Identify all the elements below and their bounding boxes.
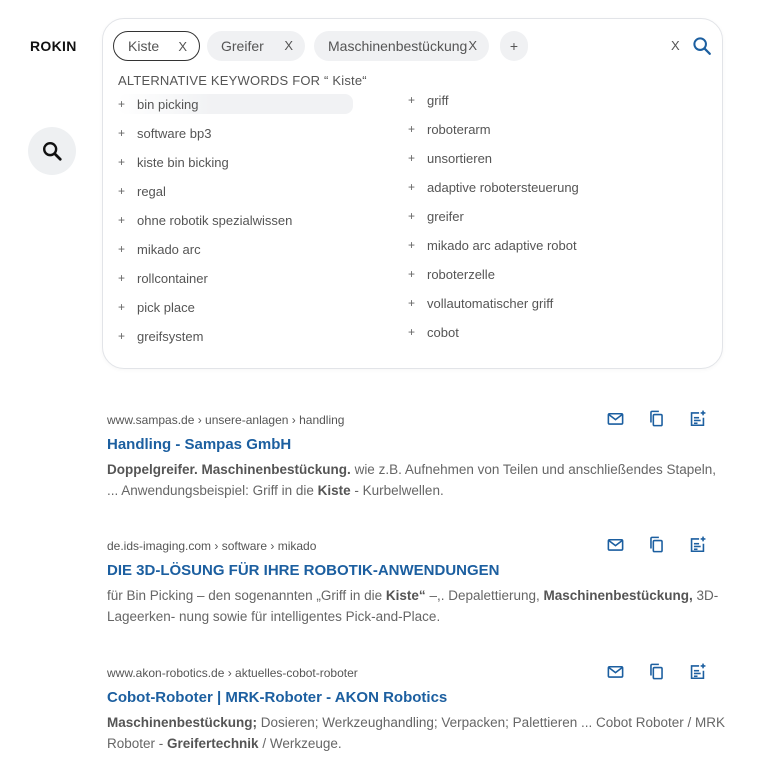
result-snippet: [107, 585, 727, 627]
plus-icon: +: [408, 325, 416, 339]
plus-icon: +: [118, 126, 126, 140]
chip-maschinenbestueckung[interactable]: [314, 31, 489, 61]
snippet-text: - Kurbelwellen.: [350, 483, 444, 498]
keyword-item[interactable]: + bin picking: [118, 94, 353, 114]
result-url[interactable]: de.ids-imaging.com › software › mikado: [107, 539, 317, 553]
chip-label: Kiste: [128, 38, 160, 54]
keyword-item[interactable]: + roboterzelle: [408, 266, 495, 282]
chip-remove-maschinenbestueckung[interactable]: X: [468, 38, 477, 53]
plus-icon: +: [118, 213, 126, 227]
brand-logo: ROKIN: [30, 38, 77, 54]
plus-icon: +: [408, 238, 416, 252]
result-title[interactable]: Handling - Sampas GmbH: [107, 436, 292, 453]
chip-remove-kiste[interactable]: X: [178, 39, 187, 54]
plus-icon: +: [118, 155, 126, 169]
plus-icon: +: [408, 267, 416, 281]
keyword-item[interactable]: + kiste bin bicking: [118, 154, 229, 170]
plus-icon: +: [408, 296, 416, 310]
keyword-item[interactable]: + software bp3: [118, 125, 212, 141]
result-actions: [606, 535, 707, 554]
add-keyword-button[interactable]: +: [500, 31, 528, 61]
plus-icon: +: [118, 242, 126, 256]
copy-icon[interactable]: [647, 662, 666, 681]
result-title[interactable]: DIE 3D-LÖSUNG FÜR IHRE ROBOTIK-ANWENDUNGEN: [107, 562, 500, 579]
snippet-highlight: Greifertechnik: [167, 736, 259, 751]
plus-icon: +: [408, 180, 416, 194]
keyword-item[interactable]: + mikado arc: [118, 241, 201, 257]
snippet-highlight: Kiste: [317, 483, 351, 498]
keyword-item[interactable]: + mikado arc adaptive robot: [408, 237, 577, 253]
search-button[interactable]: [28, 127, 76, 175]
keyword-item[interactable]: + vollautomatischer griff: [408, 295, 554, 311]
search-result: [107, 413, 727, 501]
keyword-item[interactable]: + pick place: [118, 299, 195, 315]
chip-greifer[interactable]: [207, 31, 305, 61]
snippet-text: wie z.B. Aufnehmen von Teilen und anschließendes Stapeln, ... Anwendungsbeispiel: Griff in die: [107, 462, 717, 498]
search-result: [107, 666, 727, 754]
result-url[interactable]: www.sampas.de › unsere-anlagen › handling: [107, 413, 345, 427]
keyword-item[interactable]: + adaptive robotersteuerung: [408, 179, 579, 195]
keyword-item[interactable]: + greifsystem: [118, 328, 204, 344]
snippet-text: / Werkzeuge.: [258, 736, 342, 751]
plus-icon: +: [118, 329, 126, 343]
result-snippet: [107, 459, 727, 501]
chip-kiste[interactable]: [113, 31, 200, 61]
keyword-item[interactable]: + unsortieren: [408, 150, 493, 166]
keyword-item[interactable]: + rollcontainer: [118, 270, 208, 286]
search-result: [107, 539, 727, 627]
chip-label: Maschinenbestückung: [328, 38, 468, 54]
mail-icon[interactable]: [606, 535, 625, 554]
keyword-item[interactable]: + regal: [118, 183, 166, 199]
plus-icon: +: [408, 93, 416, 107]
result-actions: [606, 409, 707, 428]
snippet-text: 3D-Lageerken- nung sowie für intelligentes Pick-and-Place.: [107, 588, 719, 624]
search-icon: [41, 140, 63, 162]
copy-icon[interactable]: [647, 409, 666, 428]
plus-icon: +: [408, 122, 416, 136]
mail-icon[interactable]: [606, 662, 625, 681]
snippet-text: für Bin Picking – den sogenannten „Griff in die: [107, 588, 386, 603]
plus-icon: +: [408, 151, 416, 165]
keyword-panel: [102, 18, 723, 369]
chip-remove-greifer[interactable]: X: [284, 38, 293, 53]
plus-icon: +: [118, 271, 126, 285]
plus-icon: +: [408, 209, 416, 223]
clear-all-button[interactable]: X: [671, 38, 680, 53]
snippet-highlight: Maschinenbestückung,: [543, 588, 693, 603]
keyword-item[interactable]: + cobot: [408, 324, 459, 340]
result-snippet: [107, 712, 727, 754]
snippet-highlight: Doppelgreifer. Maschinenbestückung.: [107, 462, 351, 477]
copy-icon[interactable]: [647, 535, 666, 554]
mail-icon[interactable]: [606, 409, 625, 428]
plus-icon: +: [118, 300, 126, 314]
chip-label: Greifer: [221, 38, 264, 54]
snippet-text: Dosieren; Werkzeughandling; Verpacken; Palettieren ... Cobot Roboter / MRK Roboter -: [107, 715, 726, 751]
snippet-highlight: Kiste“: [385, 588, 426, 603]
result-actions: [606, 662, 707, 681]
plus-icon: +: [118, 97, 126, 111]
note-add-icon[interactable]: [688, 662, 707, 681]
result-url[interactable]: www.akon-robotics.de › aktuelles-cobot-roboter: [107, 666, 358, 680]
result-title[interactable]: Cobot-Roboter | MRK-Roboter - AKON Robotics: [107, 689, 448, 706]
snippet-highlight: Maschinenbestückung;: [107, 715, 258, 730]
keyword-item[interactable]: + greifer: [408, 208, 464, 224]
snippet-text: –,. Depalettierung,: [425, 588, 544, 603]
alternative-keywords-title: ALTERNATIVE KEYWORDS FOR “ Kiste“: [118, 73, 367, 88]
keyword-item[interactable]: + ohne robotik spezialwissen: [118, 212, 293, 228]
search-icon[interactable]: [691, 35, 713, 57]
keyword-item[interactable]: + griff: [408, 92, 449, 108]
plus-icon: +: [118, 184, 126, 198]
keyword-item[interactable]: + roboterarm: [408, 121, 491, 137]
note-add-icon[interactable]: [688, 535, 707, 554]
note-add-icon[interactable]: [688, 409, 707, 428]
